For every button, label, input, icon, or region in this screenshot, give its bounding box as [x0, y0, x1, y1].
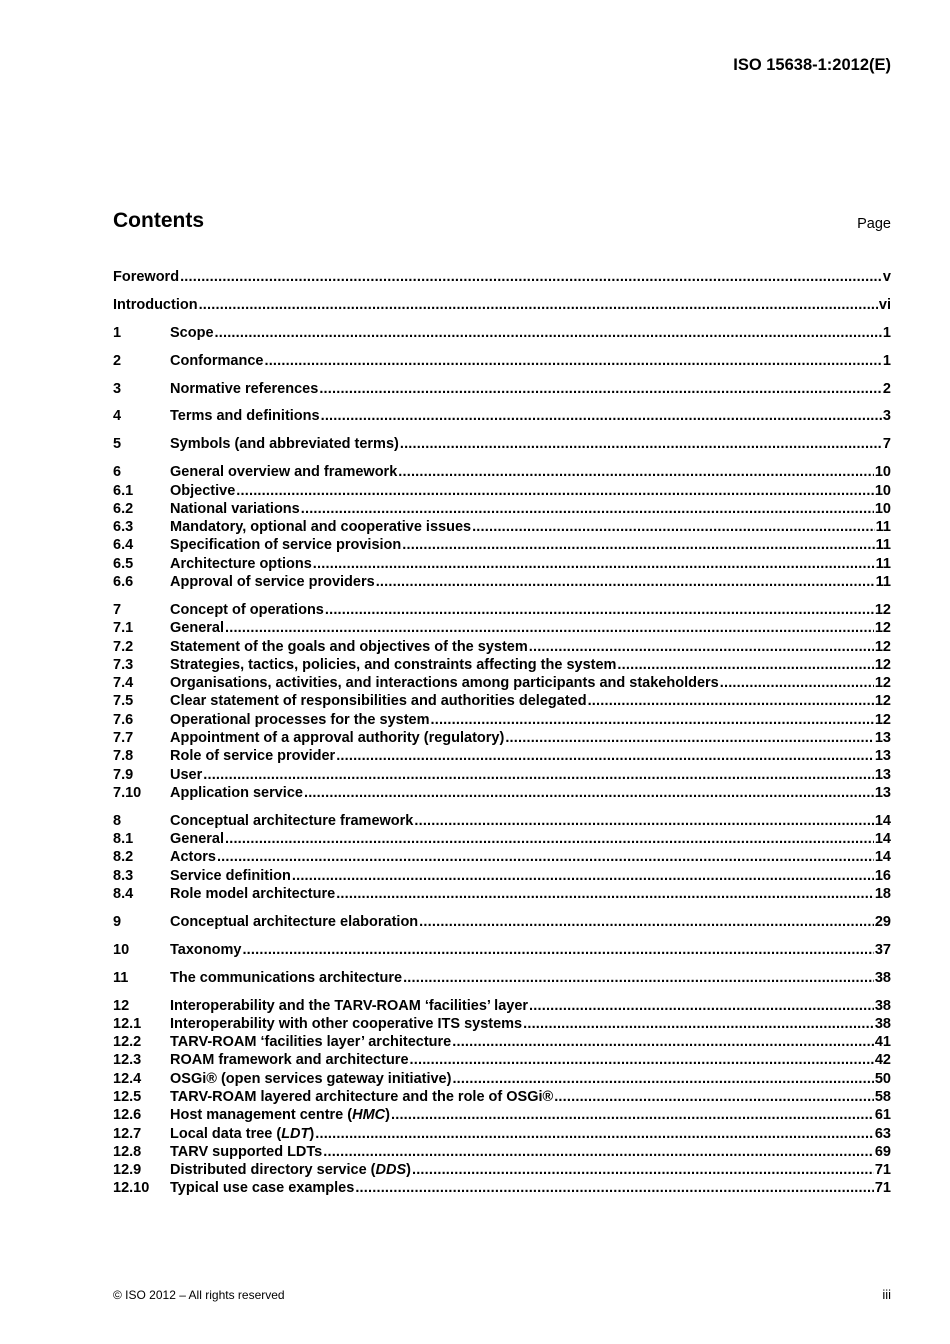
toc-entry-page: 14	[874, 831, 891, 848]
toc-entry[interactable]	[113, 380, 891, 398]
toc-dot-leader	[431, 711, 874, 729]
toc-entry-title: Host management centre (HMC)	[170, 1107, 390, 1124]
toc-entry-number: 12.10	[113, 1180, 150, 1197]
toc-entry-page: 10	[874, 500, 891, 517]
toc-dot-leader	[588, 692, 874, 710]
toc-entry-title: Actors	[170, 849, 216, 866]
toc-dot-leader	[400, 435, 882, 453]
toc-entry-number: 8.4	[113, 885, 134, 902]
toc-entry[interactable]	[113, 601, 891, 619]
toc-dot-leader	[376, 573, 875, 591]
toc-entry-title: Local data tree (LDT)	[170, 1125, 315, 1142]
toc-entry-page: 16	[874, 867, 891, 884]
toc-entry-number: 6.6	[113, 574, 134, 591]
toc-entry-number: 6.2	[113, 500, 134, 517]
toc-entry-title: Organisations, activities, and interactions among participants and stakeholders	[170, 675, 719, 692]
table-of-contents	[113, 268, 891, 1198]
toc-entry-page: 71	[874, 1180, 891, 1197]
toc-entry-number: 8.2	[113, 849, 134, 866]
document-id: ISO 15638-1:2012(E)	[733, 56, 891, 74]
toc-entry-title: Interoperability with other cooperative ITS systems	[170, 1015, 523, 1032]
toc-entry-number: 2	[113, 352, 122, 369]
toc-entry-title: Objective	[170, 482, 236, 499]
toc-entry-number: 6.5	[113, 555, 134, 572]
toc-entry-number: 11	[113, 969, 129, 986]
toc-entry[interactable]	[113, 518, 891, 536]
toc-dot-leader	[529, 997, 874, 1015]
toc-entry-page: 11	[875, 555, 891, 572]
toc-entry-page: 14	[874, 812, 891, 829]
toc-entry-page: 71	[874, 1162, 891, 1179]
toc-entry[interactable]	[113, 711, 891, 729]
toc-dot-leader	[315, 1125, 874, 1143]
toc-entry-title: Taxonomy	[170, 941, 242, 958]
toc-entry-number: 12.3	[113, 1052, 142, 1069]
toc-entry[interactable]	[113, 867, 891, 885]
toc-entry-number: 1	[113, 324, 122, 341]
toc-entry[interactable]	[113, 1179, 891, 1197]
toc-entry[interactable]	[113, 747, 891, 765]
toc-dot-leader	[355, 1179, 874, 1197]
toc-entry-number: 7.4	[113, 675, 134, 692]
toc-entry[interactable]	[113, 656, 891, 674]
toc-entry-page: 13	[874, 748, 891, 765]
toc-entry-number: 4	[113, 408, 122, 425]
toc-dot-leader	[529, 638, 874, 656]
toc-entry-title: Statement of the goals and objectives of the system	[170, 638, 528, 655]
toc-entry[interactable]	[113, 830, 891, 848]
toc-entry-page: 41	[874, 1034, 891, 1051]
toc-entry-page: 11	[875, 537, 891, 554]
toc-entry-page: 12	[874, 711, 891, 728]
toc-dot-leader	[292, 867, 874, 885]
toc-dot-leader	[304, 784, 874, 802]
toc-dot-leader	[410, 1051, 874, 1069]
toc-entry[interactable]	[113, 969, 891, 987]
toc-entry-title: Specification of service provision	[170, 537, 402, 554]
toc-entry[interactable]	[113, 482, 891, 500]
toc-entry-page: 2	[882, 380, 891, 397]
toc-entry[interactable]	[113, 1033, 891, 1051]
toc-dot-leader	[323, 1143, 874, 1161]
toc-dot-leader	[419, 913, 874, 931]
toc-entry-title: Introduction	[113, 296, 198, 313]
toc-entry[interactable]	[113, 638, 891, 656]
toc-dot-leader	[225, 830, 874, 848]
toc-dot-leader	[412, 1161, 874, 1179]
toc-dot-leader	[720, 674, 874, 692]
toc-entry[interactable]	[113, 1143, 891, 1161]
toc-entry-number: 7.10	[113, 784, 142, 801]
toc-entry-title: Terms and definitions	[170, 408, 320, 425]
toc-entry-page: 69	[874, 1143, 891, 1160]
toc-entry-page: 38	[874, 1015, 891, 1032]
toc-entry-title: General	[170, 831, 224, 848]
toc-entry-page: 42	[874, 1052, 891, 1069]
toc-entry-page: 3	[882, 408, 891, 425]
toc-entry-page: 10	[874, 482, 891, 499]
toc-entry-title: National variations	[170, 500, 300, 517]
toc-entry-number: 7.5	[113, 693, 134, 710]
toc-entry-title: Role of service provider	[170, 748, 336, 765]
toc-entry-title: Approval of service providers	[170, 574, 375, 591]
toc-dot-leader	[199, 296, 878, 314]
toc-dot-leader	[554, 1088, 874, 1106]
toc-entry-number: 7.6	[113, 711, 134, 728]
toc-entry-page: 7	[882, 436, 891, 453]
toc-entry[interactable]	[113, 435, 891, 453]
toc-entry-number: 6.4	[113, 537, 134, 554]
toc-entry[interactable]	[113, 324, 891, 342]
toc-dot-leader	[523, 1015, 874, 1033]
toc-entry[interactable]	[113, 729, 891, 747]
toc-dot-leader	[505, 729, 874, 747]
toc-entry[interactable]	[113, 692, 891, 710]
toc-entry-page: 12	[874, 693, 891, 710]
toc-entry-number: 7	[113, 601, 122, 618]
toc-entry-title: Clear statement of responsibilities and authorities delegated	[170, 693, 587, 710]
toc-entry-number: 12.1	[113, 1015, 142, 1032]
toc-entry-page: 10	[874, 464, 891, 481]
toc-entry-page: 12	[874, 675, 891, 692]
toc-entry[interactable]	[113, 555, 891, 573]
toc-entry-title: General overview and framework	[170, 464, 398, 481]
toc-entry[interactable]	[113, 573, 891, 591]
toc-entry[interactable]	[113, 1161, 891, 1179]
toc-dot-leader	[203, 766, 874, 784]
toc-entry-title: OSGi® (open services gateway initiative)	[170, 1070, 452, 1087]
page-column-label: Page	[857, 216, 891, 232]
toc-entry-number: 9	[113, 913, 122, 930]
toc-entry-page: 37	[874, 941, 891, 958]
toc-entry[interactable]	[113, 352, 891, 370]
toc-entry-title: Application service	[170, 784, 303, 801]
toc-entry-page: 38	[874, 997, 891, 1014]
toc-entry[interactable]	[113, 913, 891, 931]
toc-entry-title: Architecture options	[170, 555, 312, 572]
toc-entry-number: 12.5	[113, 1089, 142, 1105]
contents-heading: Contents	[113, 209, 204, 232]
page-number: iii	[882, 1287, 891, 1302]
toc-entry-number: 7.2	[113, 638, 134, 655]
toc-dot-leader	[452, 1070, 873, 1088]
toc-entry[interactable]	[113, 997, 891, 1015]
toc-dot-leader	[398, 463, 874, 481]
toc-dot-leader	[472, 518, 875, 536]
toc-entry[interactable]	[113, 536, 891, 554]
toc-entry-title: User	[170, 766, 203, 783]
toc-dot-leader	[452, 1033, 874, 1051]
toc-entry-number: 7.3	[113, 656, 134, 673]
toc-entry-title: Symbols (and abbreviated terms)	[170, 436, 399, 453]
toc-entry-title: The communications architecture	[170, 969, 403, 986]
toc-entry-title: Typical use case examples	[170, 1180, 355, 1197]
toc-entry-number: 10	[113, 941, 130, 958]
toc-entry-page: 29	[874, 913, 891, 930]
toc-dot-leader	[264, 352, 881, 370]
copyright-notice: © ISO 2012 – All rights reserved	[113, 1288, 285, 1302]
toc-entry-title: TARV-ROAM layered architecture and the role of OSGi®	[170, 1089, 554, 1105]
toc-entry-title: Foreword	[113, 269, 180, 285]
toc-entry[interactable]	[113, 848, 891, 866]
toc-entry[interactable]	[113, 407, 891, 425]
toc-entry[interactable]	[113, 784, 891, 802]
toc-entry-title: Conceptual architecture elaboration	[170, 913, 419, 930]
toc-entry-number: 7.9	[113, 766, 134, 783]
toc-entry-page: 18	[874, 885, 891, 902]
toc-entry-title: Conceptual architecture framework	[170, 812, 414, 829]
toc-entry-page: 14	[874, 849, 891, 866]
toc-entry-number: 8.3	[113, 867, 134, 884]
toc-entry-number: 12.7	[113, 1125, 142, 1142]
toc-dot-leader	[215, 324, 882, 342]
toc-entry-page: vi	[878, 296, 891, 313]
toc-entry-page: 50	[874, 1070, 891, 1087]
toc-entry[interactable]	[113, 1015, 891, 1033]
toc-dot-leader	[336, 885, 874, 903]
toc-entry-page: 13	[874, 729, 891, 746]
toc-entry-page: 12	[874, 638, 891, 655]
toc-entry[interactable]	[113, 296, 891, 314]
toc-entry-number: 8	[113, 812, 122, 829]
toc-entry[interactable]	[113, 1106, 891, 1124]
toc-entry-page: 61	[874, 1107, 891, 1124]
toc-entry-title: Distributed directory service (DDS)	[170, 1162, 411, 1179]
toc-entry-number: 6.1	[113, 482, 134, 499]
toc-entry-page: 13	[874, 766, 891, 783]
toc-entry-title: Service definition	[170, 867, 291, 884]
toc-entry[interactable]	[113, 674, 891, 692]
toc-entry[interactable]	[113, 766, 891, 784]
toc-entry-number: 12.2	[113, 1034, 142, 1051]
toc-entry[interactable]	[113, 463, 891, 481]
toc-entry[interactable]	[113, 885, 891, 903]
toc-entry-page: 12	[874, 656, 891, 673]
toc-dot-leader	[402, 536, 874, 554]
toc-entry[interactable]	[113, 1088, 891, 1106]
toc-entry[interactable]	[113, 1125, 891, 1143]
toc-entry-number: 6	[113, 464, 122, 481]
toc-entry[interactable]	[113, 812, 891, 830]
toc-entry[interactable]	[113, 1051, 891, 1069]
toc-entry-page: 1	[882, 324, 891, 341]
toc-dot-leader	[225, 619, 874, 637]
toc-entry-title: Mandatory, optional and cooperative issues	[170, 519, 472, 536]
toc-entry-number: 12.6	[113, 1107, 142, 1124]
toc-entry-title: TARV supported LDTs	[170, 1143, 323, 1160]
toc-dot-leader	[217, 848, 874, 866]
toc-entry[interactable]	[113, 1070, 891, 1088]
toc-dot-leader	[403, 969, 874, 987]
toc-entry-title: General	[170, 620, 224, 637]
toc-entry-title: Strategies, tactics, policies, and constraints affecting the system	[170, 656, 617, 673]
toc-dot-leader	[321, 407, 882, 425]
toc-entry-number: 7.1	[113, 620, 134, 637]
toc-dot-leader	[242, 941, 873, 959]
toc-entry-page: 63	[874, 1125, 891, 1142]
toc-dot-leader	[414, 812, 874, 830]
toc-entry-title: Appointment of a approval authority (regulatory)	[170, 729, 505, 746]
toc-entry-title: Operational processes for the system	[170, 711, 430, 728]
toc-entry-page: 13	[874, 784, 891, 801]
toc-entry-page: 12	[874, 601, 891, 618]
toc-entry-number: 6.3	[113, 519, 134, 536]
toc-dot-leader	[391, 1106, 874, 1124]
toc-entry-number: 8.1	[113, 831, 134, 848]
toc-entry-page: 11	[875, 519, 891, 536]
toc-entry-title: Role model architecture	[170, 885, 336, 902]
toc-entry-title: Concept of operations	[170, 601, 324, 618]
toc-dot-leader	[319, 380, 882, 398]
toc-entry-title: Scope	[170, 324, 214, 341]
toc-entry-number: 12.4	[113, 1070, 142, 1087]
toc-entry-title: Normative references	[170, 380, 319, 397]
toc-dot-leader	[301, 500, 874, 518]
toc-entry-number: 7.8	[113, 748, 134, 765]
toc-entry[interactable]	[113, 500, 891, 518]
toc-entry-number: 12	[113, 997, 130, 1014]
toc-entry-page: 58	[874, 1089, 891, 1105]
toc-dot-leader	[313, 555, 875, 573]
toc-entry-title: Conformance	[170, 352, 264, 369]
toc-entry-title: ROAM framework and architecture	[170, 1052, 409, 1069]
toc-entry-page: 11	[875, 574, 891, 591]
toc-entry-page: 38	[874, 969, 891, 986]
toc-dot-leader	[617, 656, 873, 674]
toc-entry-title: TARV-ROAM ‘facilities layer’ architecture	[170, 1034, 452, 1051]
toc-dot-leader	[336, 747, 874, 765]
toc-entry[interactable]	[113, 619, 891, 637]
toc-entry-number: 7.7	[113, 729, 134, 746]
toc-entry-number: 5	[113, 436, 122, 453]
toc-dot-leader	[180, 268, 882, 286]
toc-dot-leader	[236, 482, 874, 500]
toc-entry-number: 12.8	[113, 1143, 142, 1160]
toc-entry-number: 3	[113, 380, 122, 397]
toc-entry[interactable]	[113, 941, 891, 959]
toc-dot-leader	[325, 601, 874, 619]
toc-entry-page: 12	[874, 620, 891, 637]
toc-entry[interactable]	[113, 268, 891, 286]
toc-entry-page: 1	[882, 352, 891, 369]
toc-entry-title: Interoperability and the TARV-ROAM ‘facilities’ layer	[170, 997, 529, 1014]
toc-entry-number: 12.9	[113, 1162, 142, 1179]
toc-entry-page: v	[882, 269, 891, 285]
